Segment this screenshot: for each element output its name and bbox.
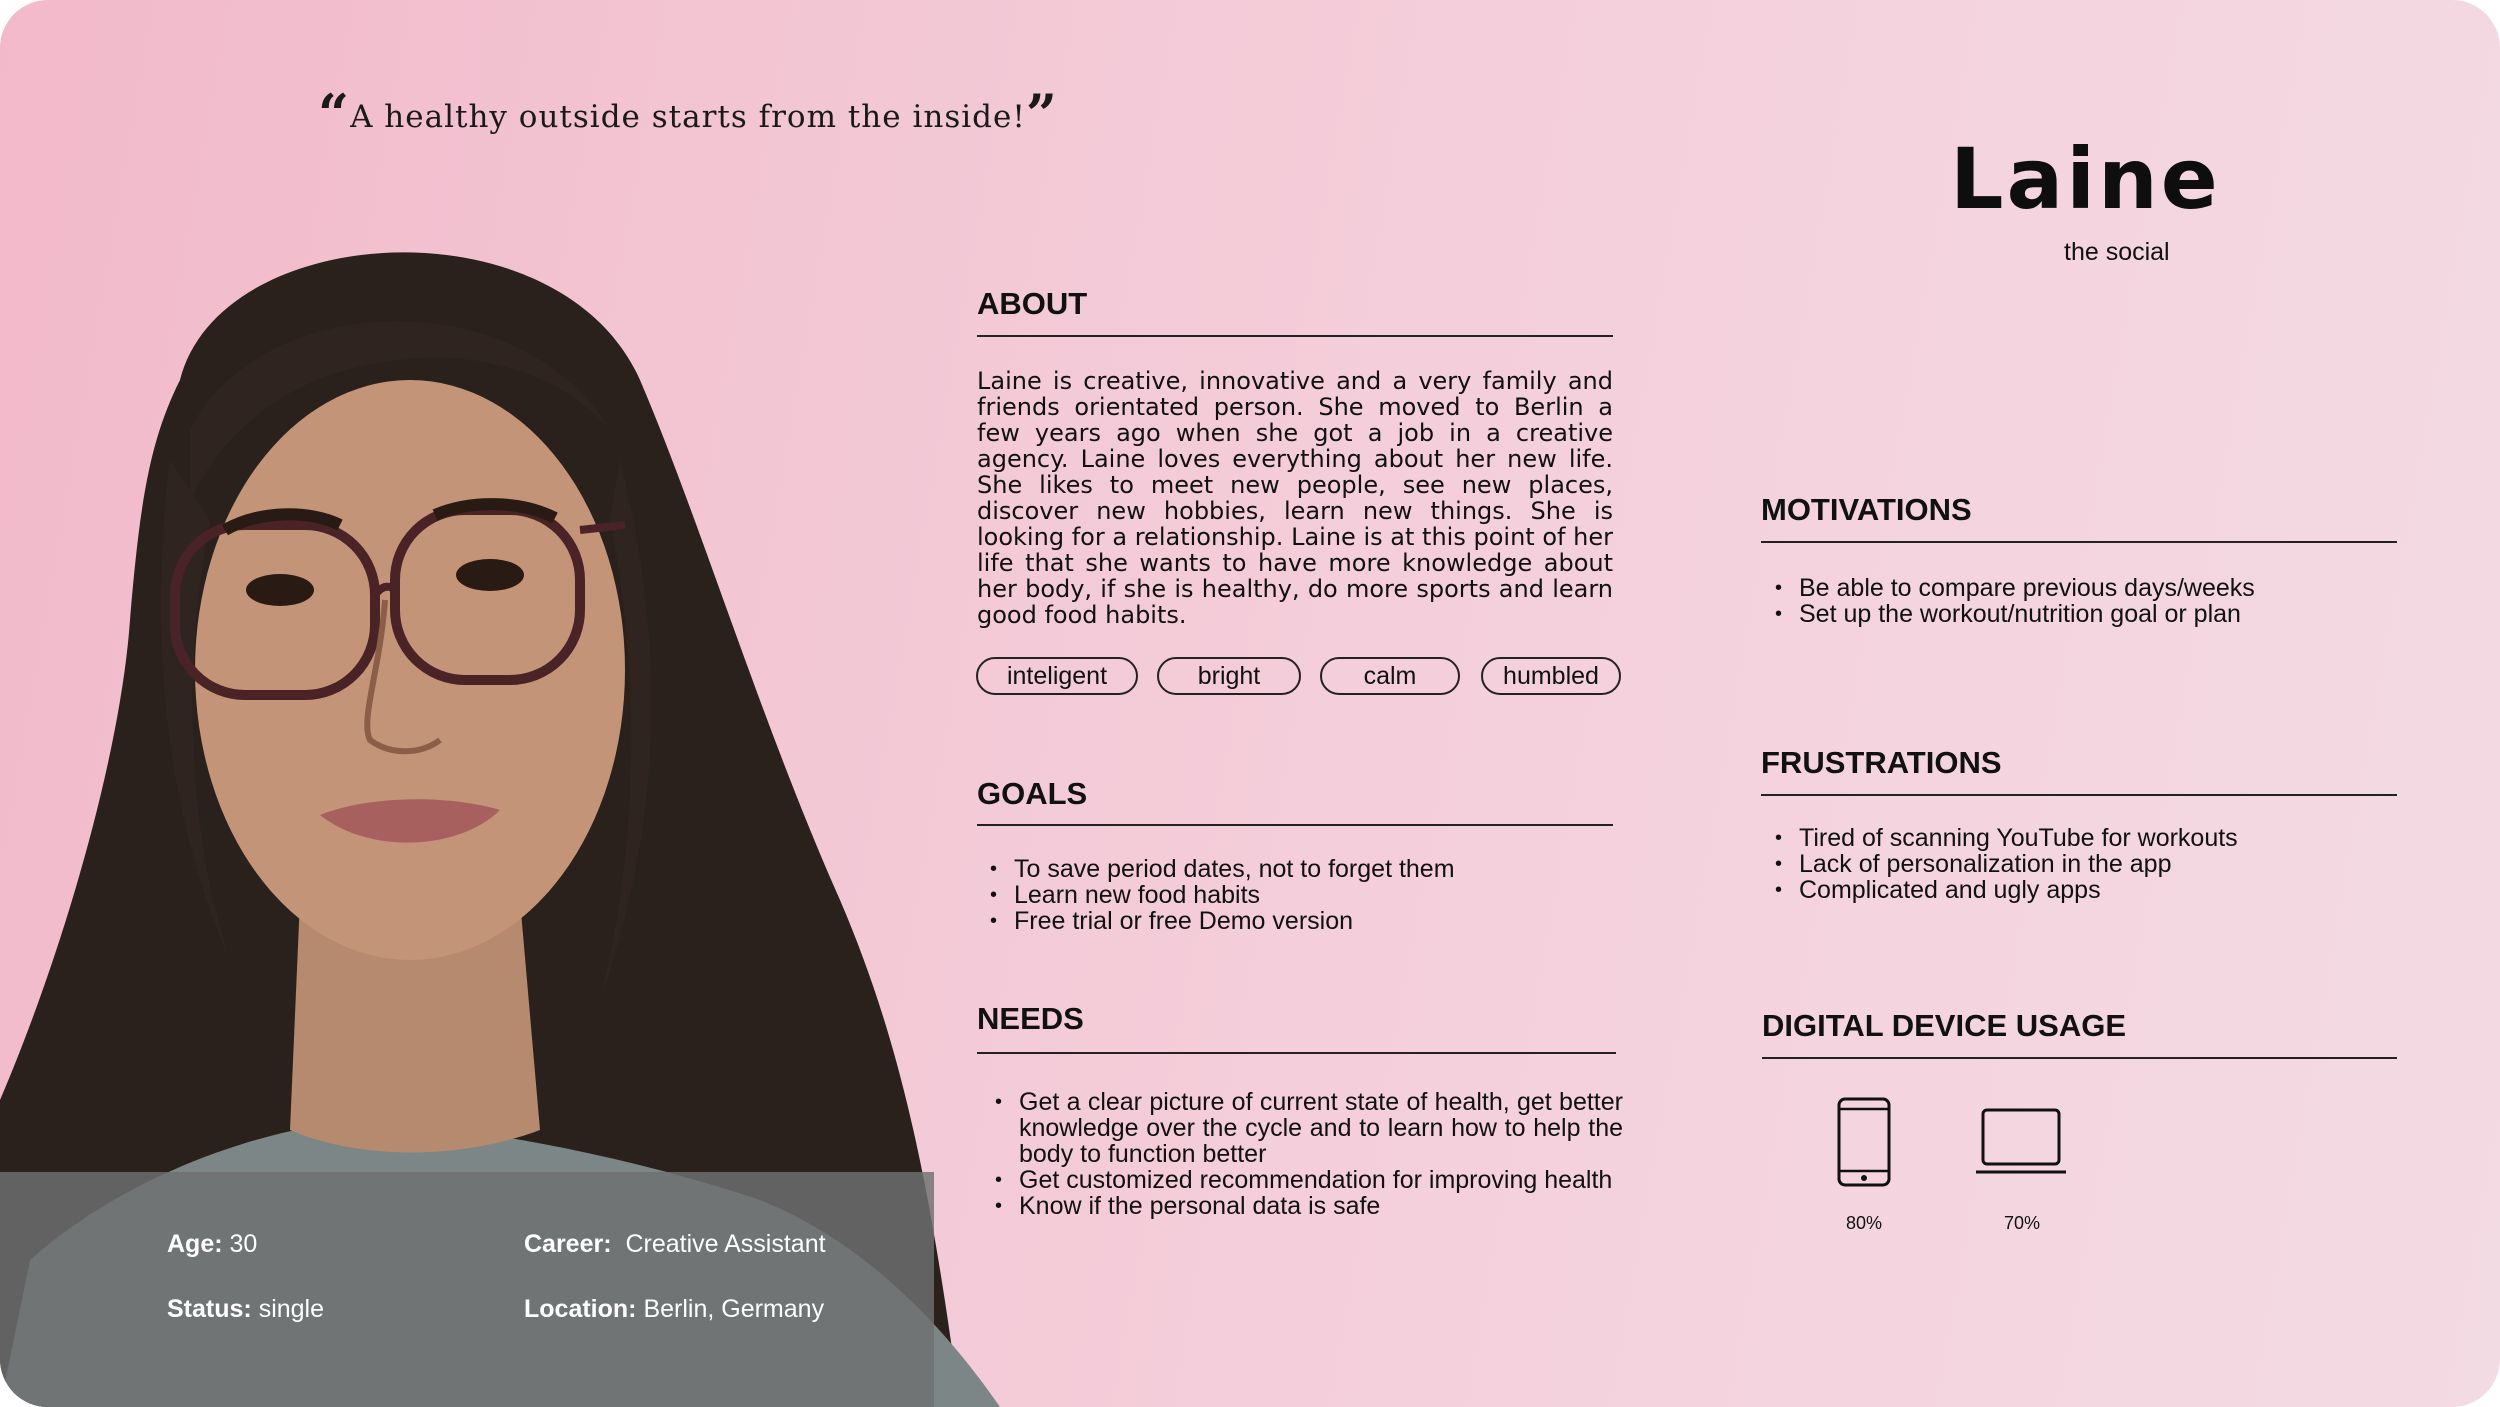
age-value: 30	[229, 1230, 258, 1258]
about-title: ABOUT	[977, 286, 1088, 321]
list-item: • Tired of scanning YouTube for workouts	[1775, 825, 2395, 851]
career-value: Creative Assistant	[625, 1230, 826, 1258]
frustrations-divider	[1761, 794, 2397, 796]
location-info	[524, 1295, 824, 1324]
smartphone-usage-percent: 80%	[1845, 1213, 1883, 1233]
list-item: • Free trial or free Demo version	[990, 908, 1610, 934]
list-item: • To save period dates, not to forget them	[990, 856, 1610, 882]
status-label: Status:	[167, 1295, 252, 1323]
list-item: • Learn new food habits	[990, 882, 1610, 908]
about-text: Laine is creative, innovative and a very family and friends orientated person. She moved to Berlin a few years ago when she got a job in a creative agency. Laine loves everything about her new life. She likes to meet new people, see new places, discover new hobbies, learn new things. She is looking for a relationship. Laine is at this point of her life that she wants to have more knowledge about her body, if she is healthy, do more sports and learn good food habits.	[977, 367, 1613, 629]
goals-divider	[977, 824, 1613, 826]
list-item: • Complicated and ugly apps	[1775, 877, 2395, 903]
motivations-title: MOTIVATIONS	[1761, 492, 1972, 527]
trait-badge: humbled	[1481, 657, 1621, 695]
smartphone-icon	[1837, 1097, 1891, 1187]
needs-list	[995, 1089, 1623, 1219]
persona-subtitle: the social	[2064, 238, 2170, 266]
trait-badge: inteligent	[976, 657, 1138, 695]
frustrations-title: FRUSTRATIONS	[1761, 745, 2002, 780]
laptop-icon	[1975, 1108, 2067, 1176]
persona-quote	[318, 82, 1058, 146]
list-item: • Be able to compare previous days/weeks	[1775, 575, 2395, 601]
goals-list	[990, 856, 1610, 934]
status-value: single	[258, 1295, 325, 1323]
about-divider	[977, 335, 1613, 337]
motivations-divider	[1761, 541, 2397, 543]
age-info	[167, 1230, 257, 1259]
device-usage-divider	[1762, 1057, 2397, 1059]
needs-divider	[977, 1052, 1616, 1054]
age-label: Age:	[167, 1230, 223, 1258]
list-item: • Know if the personal data is safe	[995, 1193, 1623, 1219]
list-item: • Lack of personalization in the app	[1775, 851, 2395, 877]
laptop-usage-percent: 70%	[2003, 1213, 2041, 1233]
needs-title: NEEDS	[977, 1001, 1084, 1036]
trait-badge: calm	[1320, 657, 1460, 695]
list-item: • Set up the workout/nutrition goal or plan	[1775, 601, 2395, 627]
career-info	[524, 1230, 826, 1259]
status-info	[167, 1295, 324, 1324]
persona-name: Laine	[1950, 130, 2221, 228]
info-bar	[0, 1172, 934, 1407]
quote-text: A healthy outside starts from the inside!	[350, 99, 1026, 135]
location-label: Location:	[524, 1295, 637, 1323]
list-item: • Get customized recommendation for improving health	[995, 1167, 1623, 1193]
career-label: Career:	[524, 1230, 612, 1258]
list-item: • Get a clear picture of current state of health, get better knowledge over the cycle and to learn how to help the body to function better	[995, 1089, 1623, 1167]
device-usage-title: DIGITAL DEVICE USAGE	[1762, 1008, 2127, 1043]
frustrations-list	[1775, 825, 2395, 903]
motivations-list	[1775, 575, 2395, 627]
trait-badge: bright	[1157, 657, 1301, 695]
location-value: Berlin, Germany	[643, 1295, 825, 1323]
close-quote-mark: ”	[1025, 82, 1058, 146]
goals-title: GOALS	[977, 776, 1088, 811]
open-quote-mark: “	[318, 82, 351, 146]
